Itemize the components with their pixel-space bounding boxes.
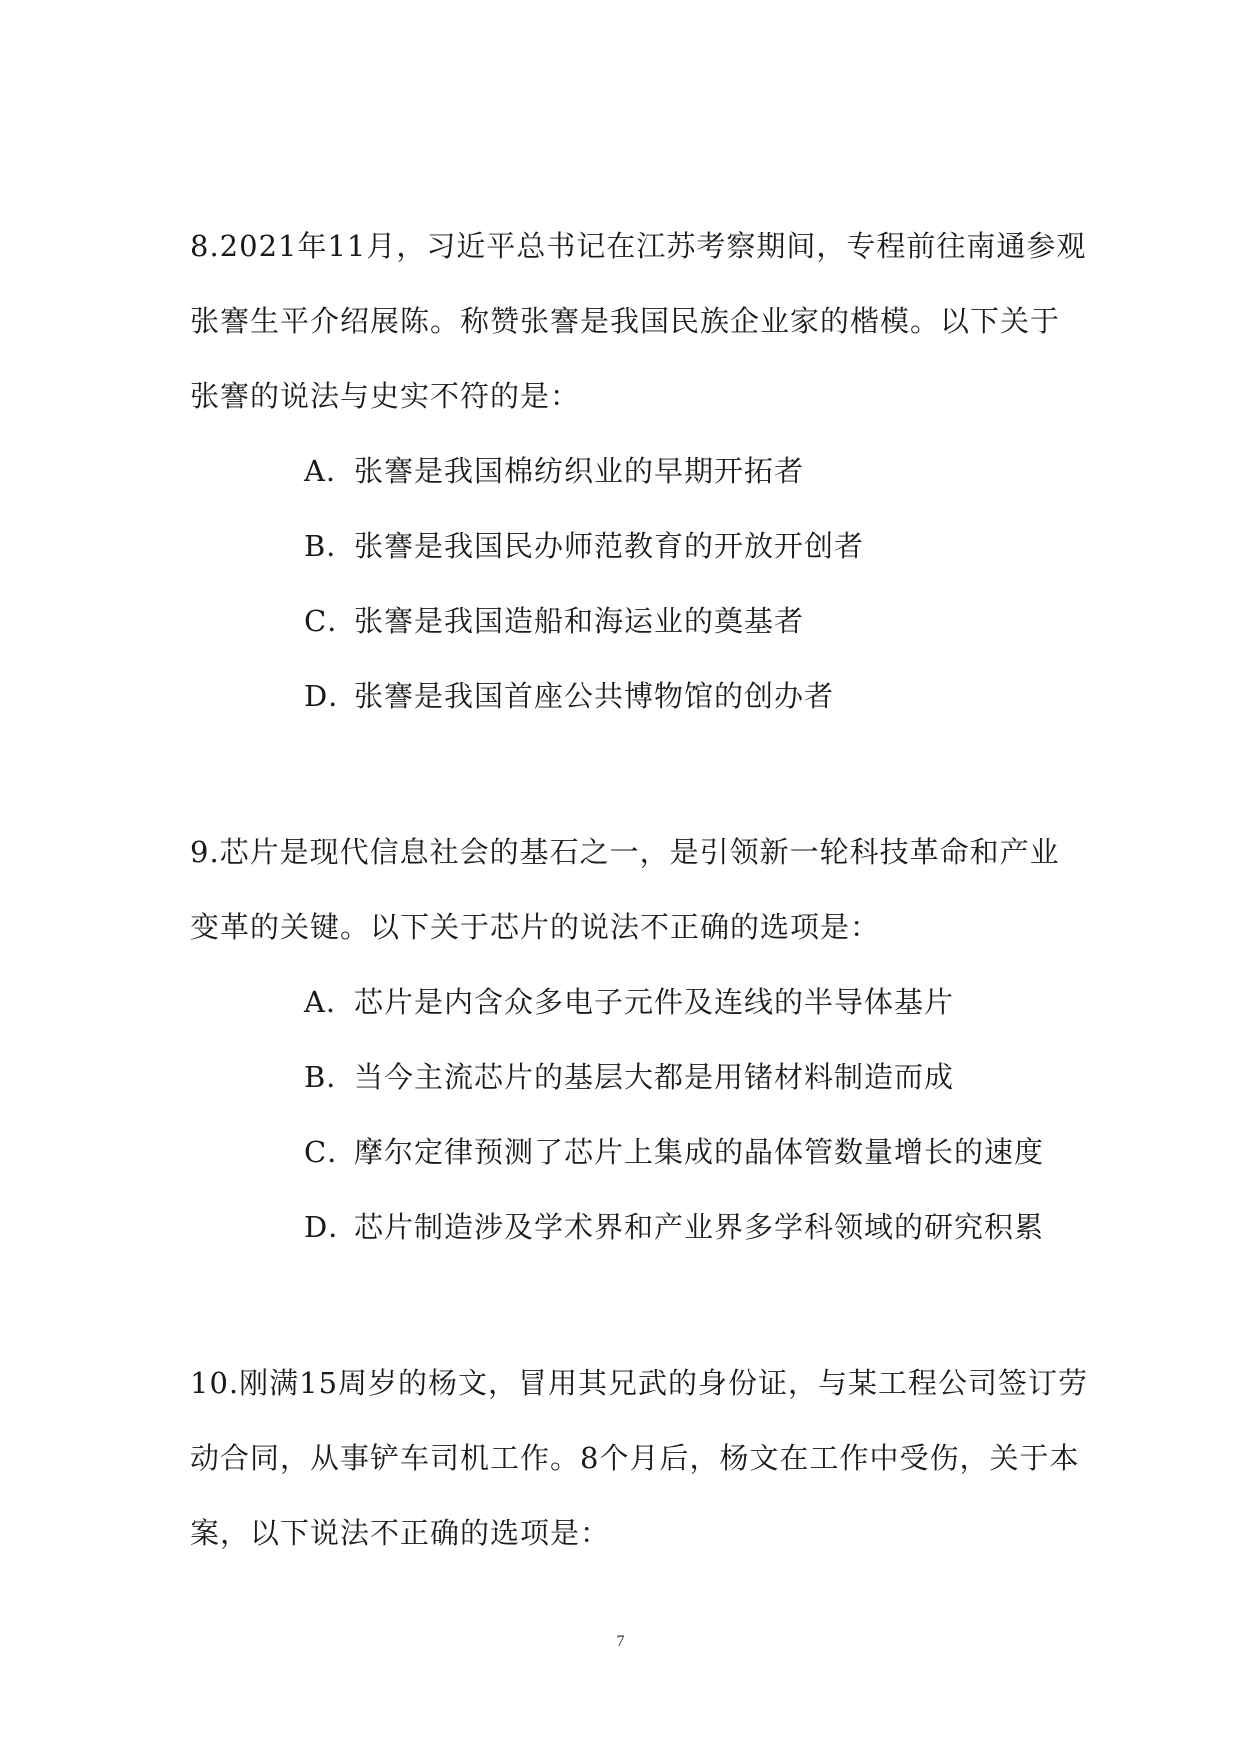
question-9-option-d — [304, 1207, 1044, 1247]
option-letter: B． — [304, 529, 357, 563]
option-text: 张謇是我国造船和海运业的奠基者 — [354, 604, 805, 638]
option-text: 张謇是我国首座公共博物馆的创办者 — [354, 679, 835, 713]
question-10-line-3: 案，以下说法不正确的选项是： — [190, 1516, 611, 1550]
question-8-option-b — [304, 526, 864, 566]
question-9-option-b — [304, 1057, 954, 1097]
question-8-option-d — [304, 676, 834, 716]
option-letter: A． — [304, 985, 356, 1019]
page-number: 7 — [616, 1633, 625, 1650]
option-text: 张謇是我国民办师范教育的开放开创者 — [354, 529, 865, 563]
question-9-line-1: 9.芯片是现代信息社会的基石之一，是引领新一轮科技革命和产业 — [190, 835, 1060, 869]
option-letter: C． — [304, 1135, 358, 1169]
question-8-line-2: 张謇生平介绍展陈。称赞张謇是我国民族企业家的楷模。以下关于 — [190, 304, 1061, 338]
option-letter: B． — [304, 1060, 357, 1094]
option-letter: D． — [304, 679, 359, 713]
option-text: 当今主流芯片的基层大都是用锗材料制造而成 — [354, 1060, 955, 1094]
option-text: 芯片是内含众多电子元件及连线的半导体基片 — [354, 985, 955, 1019]
question-10-line-1: 10.刚满15周岁的杨文，冒用其兄武的身份证，与某工程公司签订劳 — [190, 1366, 1089, 1400]
option-text: 芯片制造涉及学术界和产业界多学科领域的研究积累 — [354, 1210, 1045, 1244]
question-8-line-3: 张謇的说法与史实不符的是： — [190, 379, 581, 413]
option-text: 张謇是我国棉纺织业的早期开拓者 — [354, 454, 805, 488]
question-10-line-2: 动合同，从事铲车司机工作。8个月后，杨文在工作中受伤，关于本 — [190, 1441, 1080, 1475]
option-letter: D． — [304, 1210, 359, 1244]
option-text: 摩尔定律预测了芯片上集成的晶体管数量增长的速度 — [354, 1135, 1045, 1169]
option-letter: C． — [304, 604, 358, 638]
question-8-line-1: 8.2021年11月，习近平总书记在江苏考察期间，专程前往南通参观 — [190, 229, 1087, 263]
question-8-option-c — [304, 601, 804, 641]
question-9-option-a — [304, 982, 954, 1022]
option-letter: A． — [304, 454, 356, 488]
question-8-option-a — [304, 451, 804, 491]
question-9-option-c — [304, 1132, 1044, 1172]
question-9-line-2: 变革的关键。以下关于芯片的说法不正确的选项是： — [190, 910, 881, 944]
